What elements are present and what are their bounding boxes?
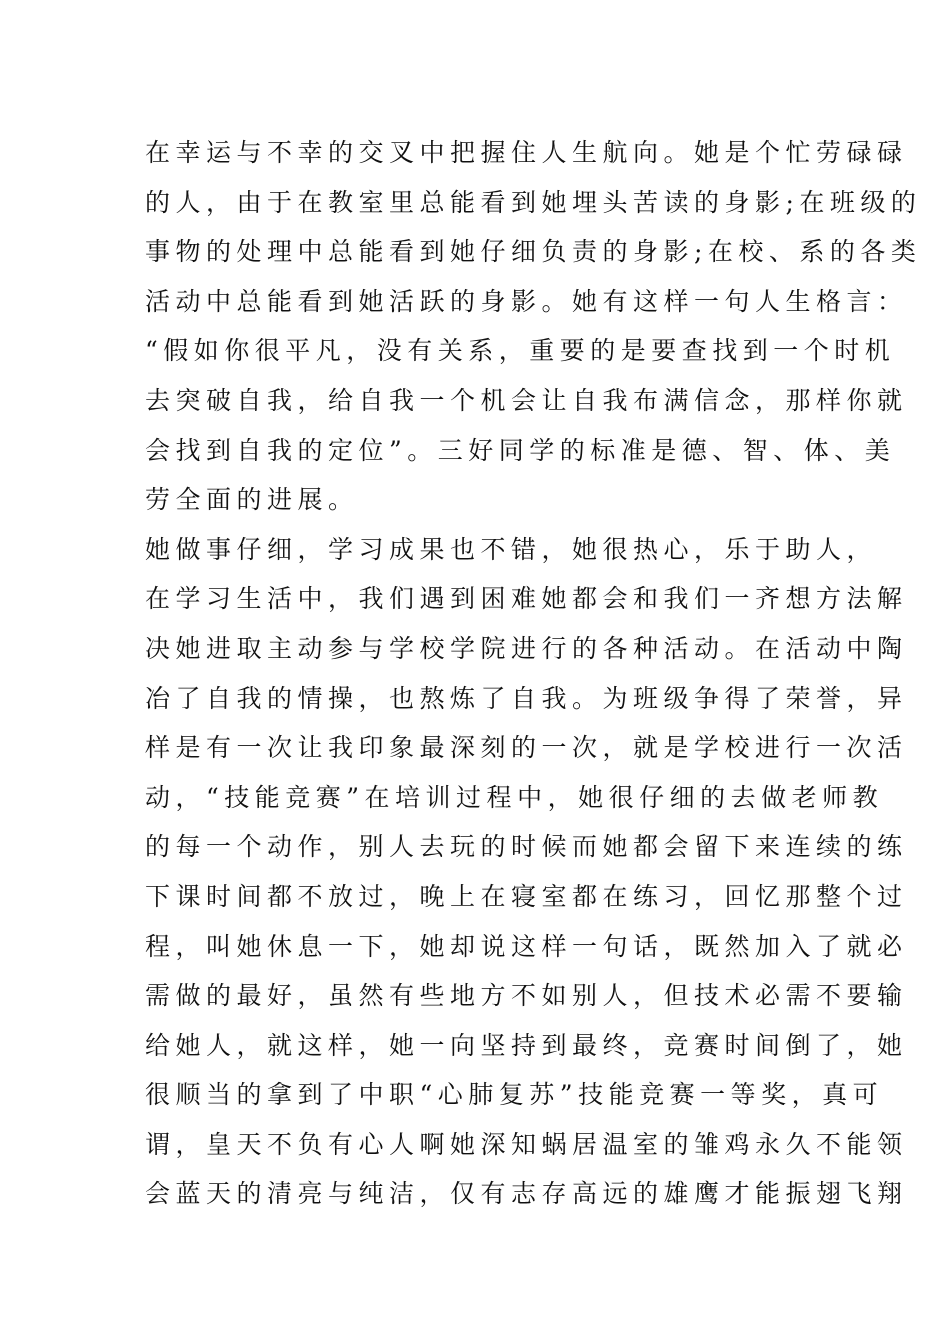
text-line: 活动中总能看到她活跃的身影。她有这样一句人生格言： <box>145 286 908 316</box>
text-line: 程，叫她休息一下，她却说这样一句话，既然加入了就必 <box>145 931 908 961</box>
text-line: 在幸运与不幸的交叉中把握住人生航向。她是个忙劳碌碌 <box>145 138 908 167</box>
text-line: 劳全面的进展。 <box>145 485 359 515</box>
text-line: 去突破自我，给自我一个机会让自我布满信念，那样你就 <box>145 385 908 415</box>
text-line: 下课时间都不放过，晚上在寝室都在练习，回忆那整个过 <box>145 881 908 911</box>
text-line: 谓，皇天不负有心人啊她深知蜗居温室的雏鸡永久不能领 <box>145 1129 908 1159</box>
text-line: 动，“技能竞赛”在培训过程中，她很仔细的去做老师教 <box>145 782 884 812</box>
text-line: 会蓝天的清亮与纯洁，仅有志存高远的雄鹰才能振翅飞翔 <box>145 1179 908 1209</box>
text-line: 很顺当的拿到了中职“心肺复苏”技能竞赛一等奖，真可 <box>145 1080 884 1110</box>
text-line: 样是有一次让我印象最深刻的一次，就是学校进行一次活 <box>145 733 908 763</box>
text-line: 冶了自我的情操，也熬炼了自我。为班级争得了荣誉，异 <box>145 683 908 713</box>
document-body <box>145 128 922 1219</box>
text-line: 的每一个动作，别人去玩的时候而她都会留下来连续的练 <box>145 832 908 862</box>
text-line: 决她进取主动参与学校学院进行的各种活动。在活动中陶 <box>145 633 908 663</box>
paragraph-1 <box>145 128 922 525</box>
text-line: 给她人，就这样，她一向坚持到最终，竞赛时间倒了，她 <box>145 1030 908 1060</box>
text-line: “假如你很平凡，没有关系，重要的是要查找到一个时机 <box>145 336 896 366</box>
text-line: 她做事仔细，学习成果也不错，她很热心，乐于助人， <box>145 534 878 564</box>
paragraph-2 <box>145 525 908 1219</box>
text-line: 会找到自我的定位”。三好同学的标准是德、智、体、美 <box>145 435 896 465</box>
text-line: 需做的最好，虽然有些地方不如别人，但技术必需不要输 <box>145 981 908 1011</box>
text-line: 的人，由于在教室里总能看到她埋头苦读的身影;在班级的 <box>145 187 922 217</box>
text-line: 事物的处理中总能看到她仔细负责的身影;在校、系的各类 <box>145 237 922 267</box>
text-line: 在学习生活中，我们遇到困难她都会和我们一齐想方法解 <box>145 584 908 614</box>
